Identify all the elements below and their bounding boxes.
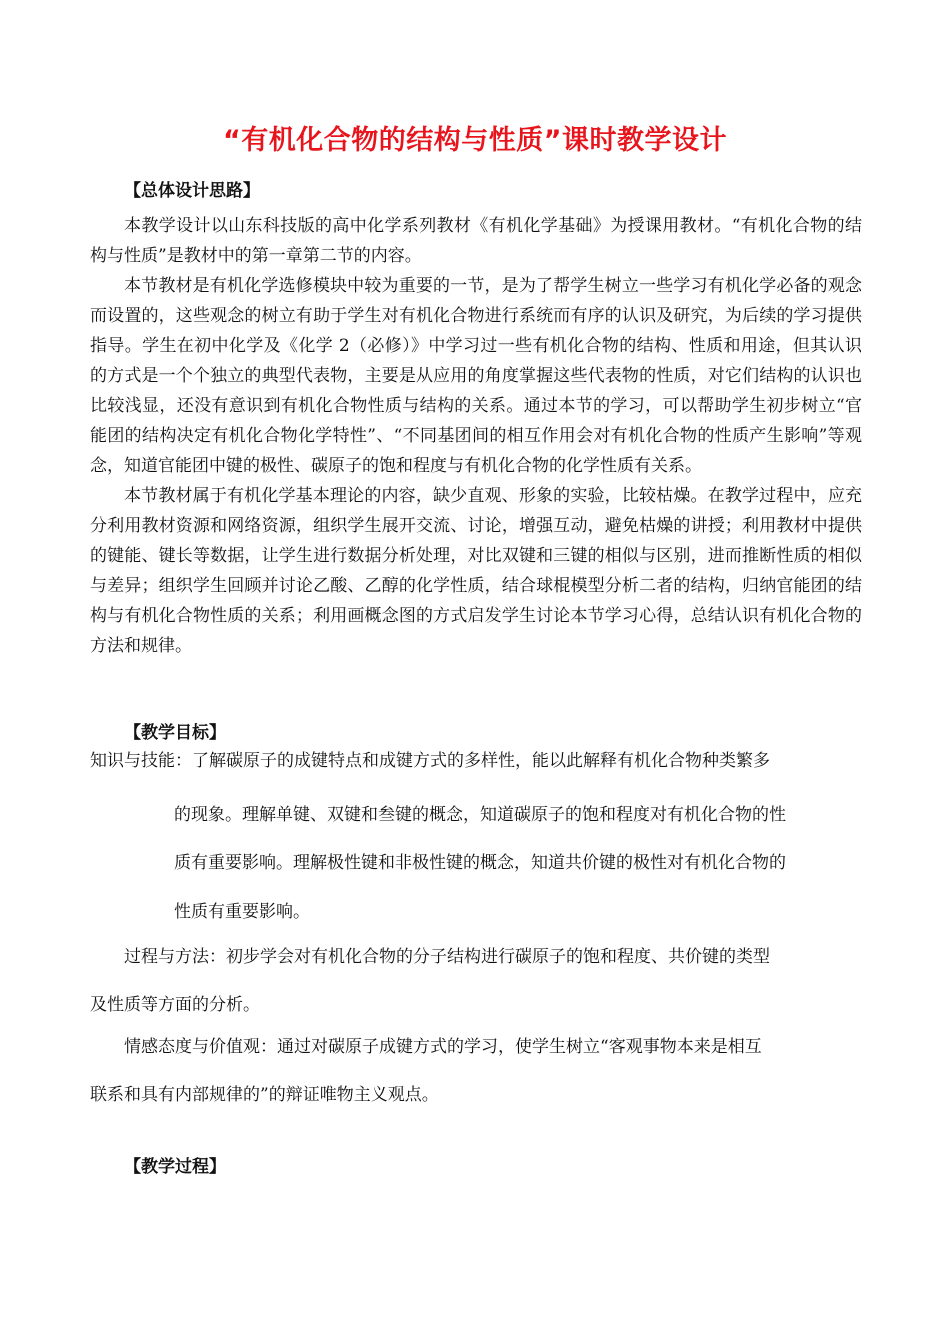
goal-knowledge-line-4: 性质有重要影响。: [174, 902, 310, 922]
goal-emotion-line-2: 联系和具有内部规律的”的辩证唯物主义观点。: [90, 1085, 439, 1105]
goal-knowledge-line-2: 的现象。理解单键、双键和叁键的概念，知道碳原子的饱和程度对有机化合物的性: [174, 805, 786, 825]
design-paragraph-1: 本教学设计以山东科技版的高中化学系列教材《有机化学基础》为授课用教材。“有机化合物的结构与性质”是教材中的第一章第二节的内容。: [90, 216, 862, 266]
design-paragraph-3: 本节教材属于有机化学基本理论的内容，缺少直观、形象的实验，比较枯燥。在教学过程中，应充分利用教材资源和网络资源，组织学生展开交流、讨论，增强互动，避免枯燥的讲授；利用教材中提供的键能、键长等数据，让学生进行数据分析处理，对比双键和三键的相似与区别，进而推断性质的相似与差异；组织学生回顾并讨论乙酸、乙醇的化学性质，结合球棍模型分析二者的结构，归纳官能团的结构与有机化合物性质的关系；利用画概念图的方式启发学生讨论本节学习心得，总结认识有机化合物的方法和规律。: [90, 486, 862, 656]
document-title: “有机化合物的结构与性质”课时教学设计: [223, 125, 727, 156]
heading-teaching-process: 【教学过程】: [124, 1157, 226, 1177]
goal-process-line-1: 过程与方法：初步学会对有机化合物的分子结构进行碳原子的饱和程度、共价键的类型: [124, 947, 770, 967]
goal-emotion-line-1: 情感态度与价值观：通过对碳原子成键方式的学习，使学生树立“客观事物本来是相互: [124, 1037, 762, 1057]
goal-knowledge-line-3: 质有重要影响。理解极性键和非极性键的概念，知道共价键的极性对有机化合物的: [174, 853, 786, 873]
heading-design-idea: 【总体设计思路】: [124, 181, 260, 201]
heading-teaching-goals: 【教学目标】: [124, 723, 226, 743]
goal-knowledge-first-line: 知识与技能：了解碳原子的成键特点和成键方式的多样性，能以此解释有机化合物种类繁多: [90, 751, 770, 771]
design-paragraph-2: 本节教材是有机化学选修模块中较为重要的一节，是为了帮学生树立一些学习有机化学必备的观念而设置的，这些观念的树立有助于学生对有机化合物进行系统而有序的认识及研究，为后续的学习提供指导。学生在初中化学及《化学 2（必修）》中学习过一些有机化合物的结构、性质和用途，但其认识的方式是一个个独立的典型代表物，主要是从应用的角度掌握这些代表物的性质，对它们结构的认识也比较浅显，还没有意识到有机化合物性质与结构的关系。通过本节的学习，可以帮助学生初步树立“官能团的结构决定有机化合物化学特性”、“不同基团间的相互作用会对有机化合物的性质产生影响”等观念，知道官能团中键的极性、碳原子的饱和程度与有机化合物的化学性质有关系。: [90, 276, 862, 476]
design-idea-body: [90, 211, 862, 661]
goal-process-line-2: 及性质等方面的分析。: [90, 995, 260, 1015]
